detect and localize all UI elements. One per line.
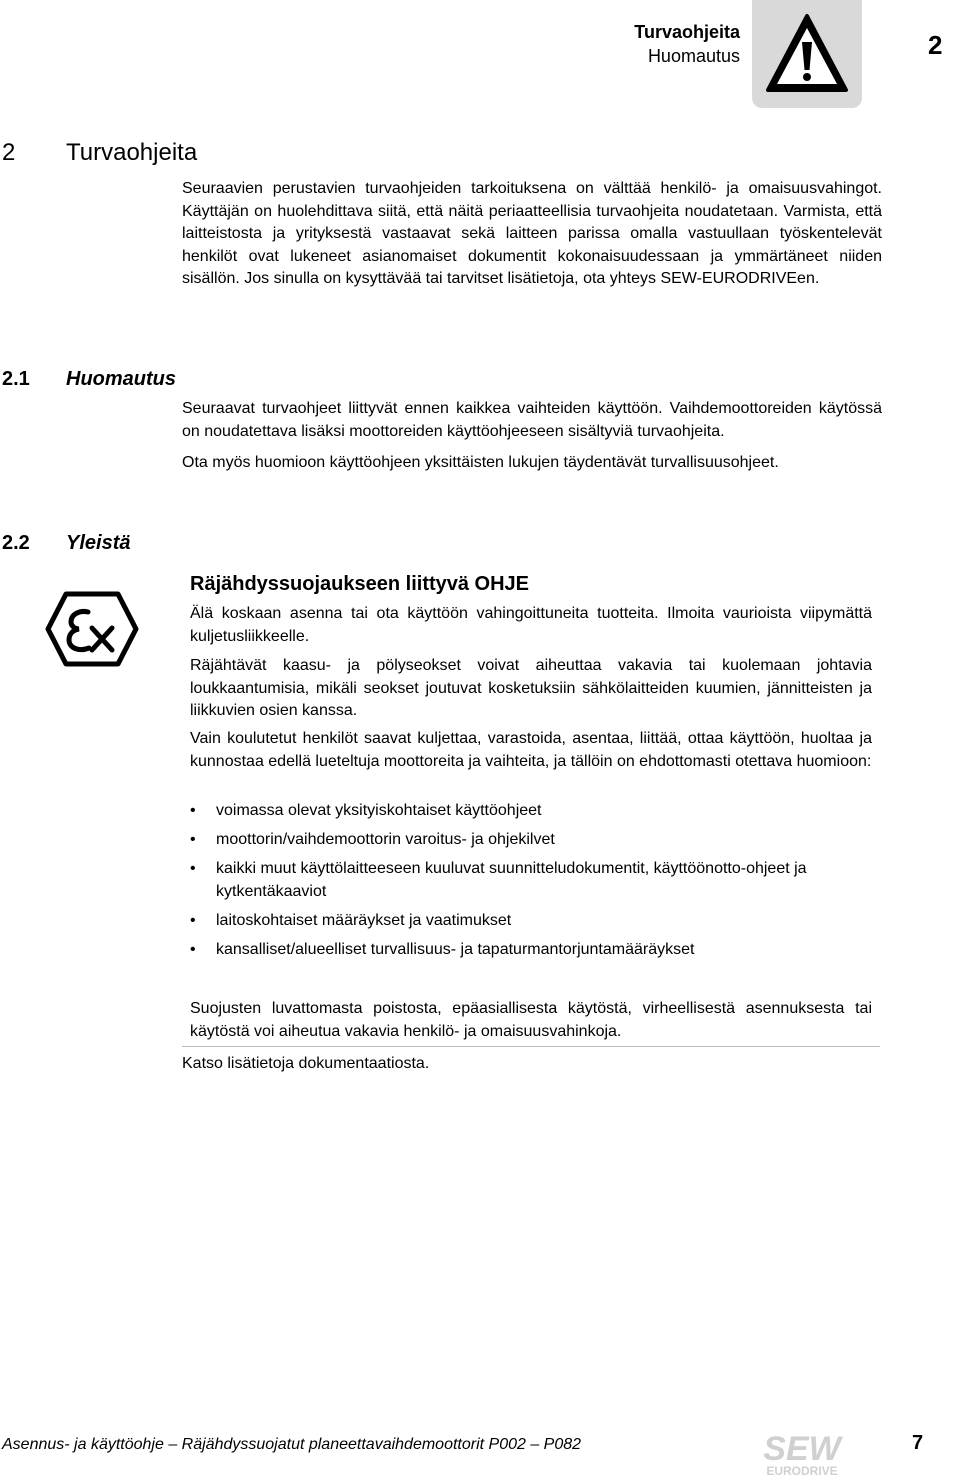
list-item: • kaikki muut käyttölaitteeseen kuuluvat suunnitteludokumentit, käyttöönotto-ohjeet ja kytkentäkaaviot [190,860,807,900]
sew-eurodrive-logo [748,1428,856,1478]
note-divider [182,1046,880,1047]
list-item: • moottorin/vaihdemoottorin varoitus- ja ohjekilvet [190,831,555,848]
svg-text:EURODRIVE: EURODRIVE [766,1464,838,1478]
section-2-2-closing: Katso lisätietoja dokumentaatiosta. [182,1055,430,1072]
section-title: Yleistä [66,532,131,554]
note-paragraph-2: Räjähtävät kaasu- ja pölyseokset voivat aiheuttaa vakavia tai kuolemaan johtavia loukkaantumisia, mikäli seokset joutuvat kosketuksiin sähkölaitteiden kuumien, jännitteisten ja liikkuvien osien kanssa. [190,657,872,719]
section-heading-2-1 [2,368,176,391]
section-2-1-paragraph-2: Ota myös huomioon käyttöohjeen yksittäisten lukujen täydentävät turvallisuusohjeet. [182,454,779,471]
chapter-title: Turvaohjeita [66,139,198,166]
note-paragraph-4: Suojusten luvattomasta poistosta, epäasiallisesta käytöstä, virheellisestä asennuksesta tai käytöstä voi aiheutua vakavia henkilö- ja omaisuusvahinkoja. [190,1000,872,1040]
header-title-block [634,20,740,68]
list-item: • laitoskohtaiset määräykset ja vaatimukset [190,911,512,929]
note-paragraph-1: Älä koskaan asenna tai ota käyttöön vahingoittuneita tuotteita. Ilmoita vaurioista viipymättä kuljetusliikkeelle. [190,605,872,645]
list-item: • voimassa olevat yksityiskohtaiset käyttöohjeet [190,802,542,819]
ex-explosion-protection-icon [44,590,140,673]
svg-text:SEW: SEW [763,1430,841,1468]
header-chapter-number: 2 [928,30,943,60]
section-number: 2.2 [2,532,30,554]
footer-text: Asennus- ja käyttöohje – Räjähdyssuojatut planeettavaihdemoottorit P002 – P082 [2,1436,582,1453]
chapter-number: 2 [2,139,16,166]
note-paragraph-3: Vain koulutetut henkilöt saavat kuljettaa, varastoida, asentaa, liittää, ottaa käyttöön, huoltaa ja kunnostaa edellä lueteltuja moottoreita ja vaihteita, ja tällöin on ehdottomasti otettava huomioon: [190,730,872,770]
section-heading-2-2 [2,532,130,555]
requirements-list [190,800,880,968]
note-title: Räjähdyssuojaukseen liittyvä OHJE [190,573,530,595]
section-title: Huomautus [66,368,176,390]
section-2-1-paragraph-1: Seuraavat turvaohjeet liittyvät ennen kaikkea vaihteiden käyttöön. Vaihdemoottoreiden käytössä on noudatettava lisäksi moottoreiden käyttöohjeeseen sisältyviä turvaohjeita. [182,400,882,440]
section-number: 2.1 [2,368,30,390]
chapter-intro: Seuraavien perustavien turvaohjeiden tarkoituksena on välttää henkilö- ja omaisuusvahingot. Käyttäjän on huolehdittava siitä, että näitä periaatteellisia turvaohjeita noudatetaan. Varmista, että laitteistosta ja yrityksestä vastaavat sekä laitteen parissa omalla vastuullaan työskentelevät henkilöt ovat lukeneet asianomaiset dokumentit kokonaisuudessaan ja ymmärtäneet niiden sisällön. Jos sinulla on kysyttävää tai tarvitset lisätietoja, ota yhteys SEW-EURODRIVEen. [182,180,882,287]
list-item: • kansalliset/alueelliset turvallisuus- ja tapaturmantorjuntamääräykset [190,940,695,958]
warning-triangle-icon [752,0,862,108]
header-title: Turvaohjeita [634,22,740,42]
chapter-heading [2,138,197,168]
header-subtitle: Huomautus [647,46,740,66]
page-number: 7 [912,1432,924,1454]
